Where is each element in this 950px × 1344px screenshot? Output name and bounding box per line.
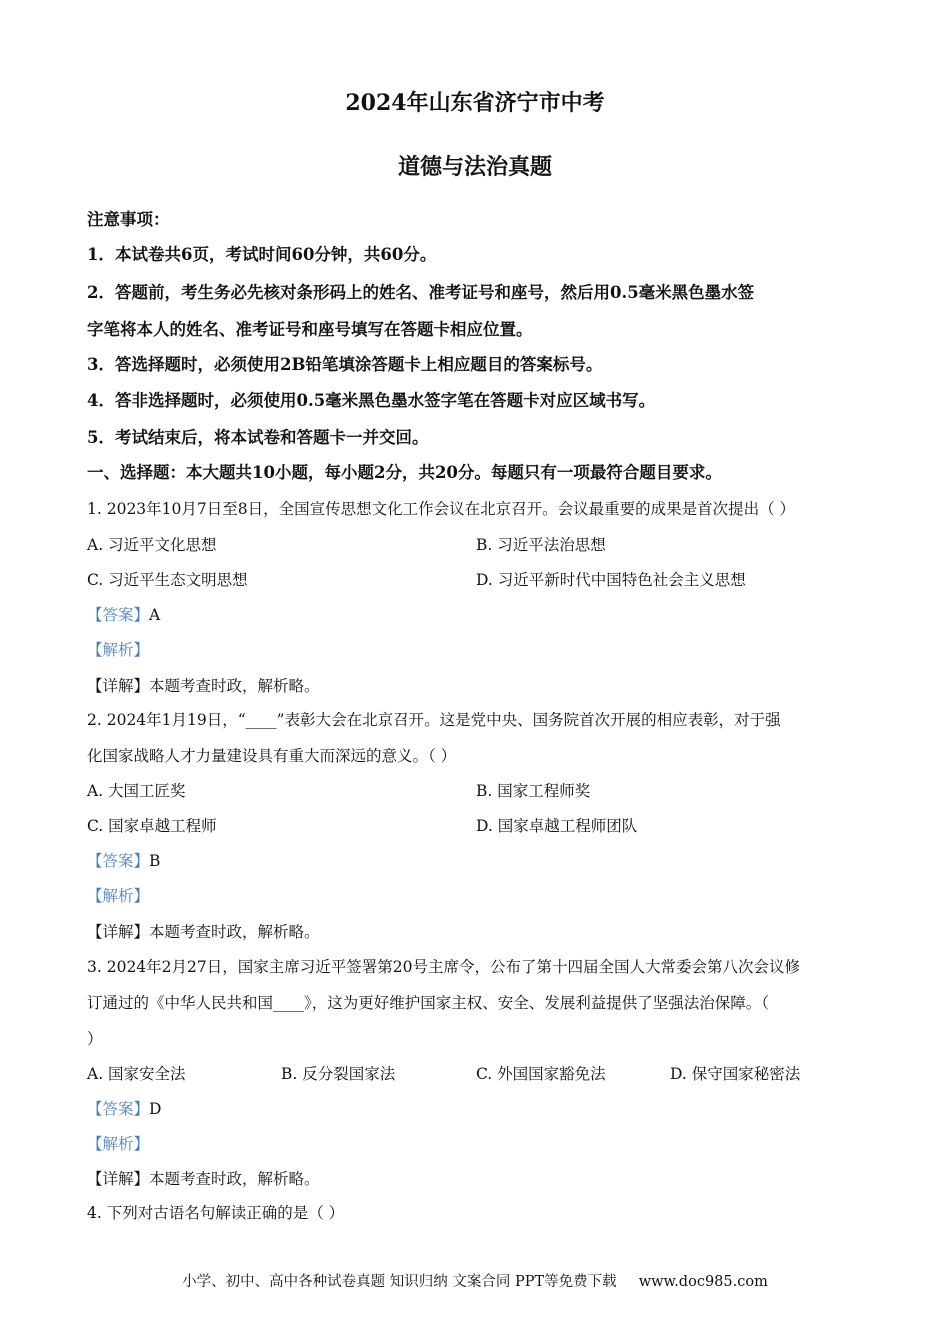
- analysis-tag: 【解析】: [87, 887, 150, 905]
- notice-item: 2．答题前，考生务必先核对条形码上的姓名、准考证号和座号，然后用0.5毫米黑色墨水签: [87, 283, 755, 302]
- option-c: C. 外国国家豁免法: [476, 1065, 606, 1083]
- question-stem-cont: 订通过的《中华人民共和国____》，这为更好维护国家主权、安全、发展利益提供了坚强法治保障。（: [87, 994, 770, 1012]
- option-d: D. 习近平新时代中国特色社会主义思想: [476, 571, 746, 589]
- notice-item: 5．考试结束后，将本试卷和答题卡一并交回。: [87, 428, 429, 447]
- question-stem: 1. 2023年10月7日至8日，全国宣传思想文化工作会议在北京召开。会议最重要的成果是首次提出（ ）: [87, 500, 796, 518]
- exam-subtitle: 道德与法治真题: [397, 154, 552, 180]
- footer-text: 小学、初中、高中各种试卷真题 知识归纳 文案合同 PPT等免费下载: [182, 1274, 617, 1290]
- notice-heading: 注意事项：: [87, 210, 170, 229]
- answer-line: [87, 849, 160, 871]
- option-a: A. 国家安全法: [87, 1065, 186, 1083]
- question-stem: 3. 2024年2月27日，国家主席习近平签署第20号主席令，公布了第十四届全国人大常委会第八次会议修: [87, 958, 800, 976]
- question-stem: 2. 2024年1月19日，“____”表彰大会在北京召开。这是党中央、国务院首次开展的相应表彰，对于强: [87, 711, 781, 729]
- question-stem-cont: 化国家战略人才力量建设具有重大而深远的意义。（ ）: [87, 747, 457, 765]
- option-a: A. 习近平文化思想: [87, 536, 217, 554]
- answer-value: A: [149, 606, 161, 624]
- detail-text: 【详解】本题考查时政，解析略。: [87, 677, 320, 695]
- answer-tag: 【答案】: [87, 1100, 150, 1118]
- option-b: B. 习近平法治思想: [476, 536, 606, 554]
- notice-item: 1．本试卷共6页，考试时间60分钟，共60分。: [87, 245, 437, 264]
- page-footer: [0, 1270, 950, 1291]
- footer-link[interactable]: www.doc985.com: [638, 1274, 768, 1290]
- detail-text: 【详解】本题考查时政，解析略。: [87, 923, 320, 941]
- answer-value: D: [149, 1100, 162, 1118]
- option-a: A. 大国工匠奖: [87, 782, 186, 800]
- option-c: C. 习近平生态文明思想: [87, 571, 248, 589]
- detail-text: 【详解】本题考查时政，解析略。: [87, 1170, 320, 1188]
- answer-line: [87, 1097, 161, 1119]
- exam-title: 2024年山东省济宁市中考: [345, 90, 605, 116]
- option-d: D. 国家卓越工程师团队: [476, 817, 638, 835]
- answer-value: B: [149, 852, 161, 870]
- question-stem-cont: ）: [87, 1030, 103, 1048]
- option-c: C. 国家卓越工程师: [87, 817, 217, 835]
- option-d: D. 保守国家秘密法: [670, 1065, 801, 1083]
- analysis-tag: 【解析】: [87, 1135, 150, 1153]
- section-heading: 一、选择题：本大题共10小题，每小题2分，共20分。每题只有一项最符合题目要求。: [87, 463, 722, 482]
- option-b: B. 反分裂国家法: [281, 1065, 396, 1083]
- notice-item: 3．答选择题时，必须使用2B铅笔填涂答题卡上相应题目的答案标号。: [87, 355, 603, 374]
- option-b: B. 国家工程师奖: [476, 782, 591, 800]
- answer-tag: 【答案】: [87, 606, 150, 624]
- question-stem: 4. 下列对古语名句解读正确的是（ ）: [87, 1204, 345, 1222]
- answer-tag: 【答案】: [87, 852, 150, 870]
- answer-line: [87, 603, 160, 625]
- notice-item: 字笔将本人的姓名、准考证号和座号填写在答题卡相应位置。: [87, 320, 533, 339]
- analysis-tag: 【解析】: [87, 641, 150, 659]
- notice-item: 4．答非选择题时，必须使用0.5毫米黑色墨水签字笔在答题卡对应区域书写。: [87, 391, 656, 410]
